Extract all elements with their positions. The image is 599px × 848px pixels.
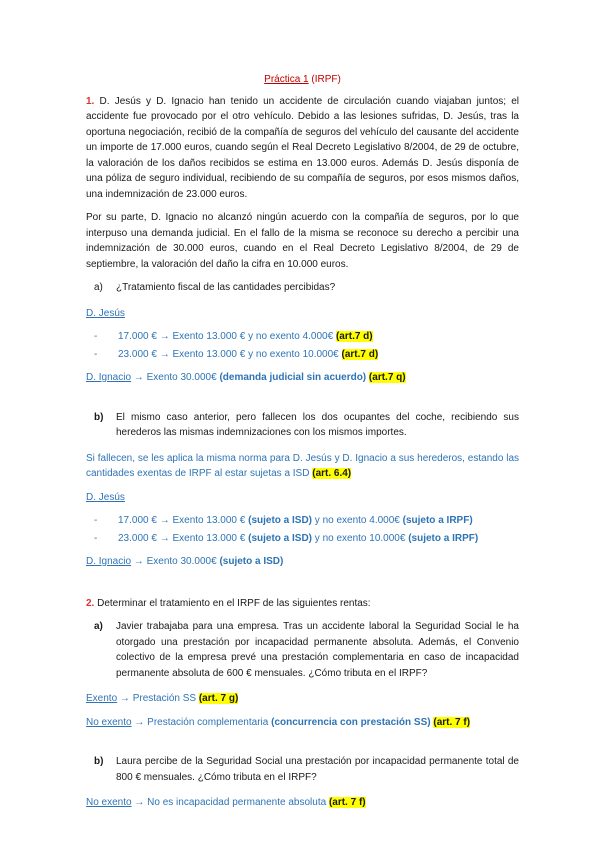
ex1-b-ignacio-line: D. Ignacio → Exento 30.000€ (sujeto a ISD) [86, 556, 284, 567]
article-highlight: (art. 7 f) [433, 716, 471, 728]
page-title [86, 72, 519, 88]
answer-bold-note: (demanda judicial sin acuerdo) [219, 372, 367, 383]
bullet-text: 23.000 € → Exento 13.000 € y no exento 10.000€ (art.7 d) [118, 348, 379, 360]
ex2-question-b [86, 754, 519, 785]
ex1-a-bullet-2 [86, 347, 519, 363]
answer-bold-note: (sujeto a ISD) [219, 556, 284, 567]
ex1-question-b [86, 410, 519, 441]
ex1-b-bullet-1 [86, 513, 519, 529]
question-text: El mismo caso anterior, pero fallecen los dos ocupantes del coche, recibiendo sus herederos las mismas indemnizaciones con los mismos importes. [116, 411, 519, 438]
article-highlight: (art.7 d) [335, 331, 373, 342]
answer-label: D. Ignacio [86, 372, 132, 383]
ex1-question-a [86, 280, 519, 296]
article-highlight: (art. 7 g) [198, 693, 239, 704]
question-letter: b) [94, 756, 104, 767]
ex2-a-answer-1: Exento → Prestación SS (art. 7 g) [86, 693, 239, 704]
bullet-dash: - [94, 348, 98, 360]
ex1-paragraph-1 [86, 94, 519, 203]
ex1-a-ignacio-line: D. Ignacio → Exento 30.000€ (demanda judicial sin acuerdo) (art.7 q) [86, 372, 406, 383]
ex1-paragraph-2: Por su parte, D. Ignacio no alcanzó ningún acuerdo con la compañía de seguros, por lo que interpuso una demanda judicial. En el fallo de la misma se reconoce su derecho a percibir una indemnización de 30.000 euros, cuando en el Real Decreto Legislativo 8/2004, de 29 de septiembre, la valoración del daño la cifra en 10.000 euros. [86, 212, 519, 270]
question-text: Laura percibe de la Seguridad Social una prestación por incapacidad permanente total de 800 € mensuales. ¿Cómo tributa en el IRPF? [116, 756, 519, 783]
answer-label: D. Ignacio [86, 556, 132, 567]
bullet-dash: - [94, 532, 98, 544]
article-highlight: (art.7 q) [368, 372, 406, 383]
question-letter: b) [94, 411, 104, 423]
bullet-text: 23.000 € → Exento 13.000 € (sujeto a ISD) y no exento 10.000€ (sujeto a IRPF) [118, 532, 479, 544]
title-paren: (IRPF) [308, 74, 341, 85]
article-highlight: (art. 7 f) [328, 797, 366, 808]
question-letter: a) [94, 621, 103, 632]
ex1-b-bullet-2 [86, 531, 519, 547]
article-highlight: (art.7 d) [341, 348, 379, 360]
bullet-text: 17.000 € → Exento 13.000 € (sujeto a ISD) y no exento 4.000€ (sujeto a IRPF) [118, 515, 473, 526]
ex2-intro: 2. Determinar el tratamiento en el IRPF de las siguientes rentas: [86, 597, 371, 609]
question-text: ¿Tratamiento fiscal de las cantidades percibidas? [116, 282, 336, 293]
bullet-text: 17.000 € → Exento 13.000 € y no exento 4.000€ (art.7 d) [118, 331, 373, 342]
ex2-number: 2. [86, 597, 95, 609]
ex1-b-jesus-heading [86, 490, 519, 506]
ex1-a-bullet-1 [86, 329, 519, 345]
ex2-a-answer-2: No exento → Prestación complementaria (concurrencia con prestación SS) (art. 7 f) [86, 716, 471, 728]
bullet-dash: - [94, 331, 98, 342]
ex1-b-intro: Si fallecen, se les aplica la misma norma para D. Jesús y D. Ignacio a sus herederos, estando las cantidades exentas de IRPF al estar sujetas a ISD (art. 6.4) [86, 452, 519, 479]
question-letter: a) [94, 282, 103, 293]
answer-label: D. Jesús [86, 307, 125, 319]
ex2-b-answer-1: No exento → No es incapacidad permanente absoluta (art. 7 f) [86, 797, 366, 808]
answer-label: No exento [86, 797, 132, 808]
question-text: Javier trabajaba para una empresa. Tras un accidente laboral la Seguridad Social le ha otorgado una prestación por incapacidad permanente absoluta. Además, el Convenio colectivo de la empresa prevé una prestación complementaria en caso de incapacidad permanente absoluta de 600 € mensuales. ¿Cómo tributa en el IRPF? [116, 621, 519, 679]
answer-label: No exento [86, 716, 132, 728]
answer-bold-note: (concurrencia con prestación SS) [271, 716, 431, 728]
ex1-a-jesus-heading [86, 306, 519, 322]
title-main: Práctica 1 [264, 74, 309, 85]
bullet-dash: - [94, 515, 98, 526]
answer-label: Exento [86, 693, 118, 704]
article-highlight: (art. 6.4) [312, 468, 352, 479]
ex1-number: 1. [86, 95, 95, 107]
ex2-question-a [86, 619, 519, 681]
answer-label: D. Jesús [86, 491, 125, 503]
ex1-p1-text: D. Jesús y D. Ignacio han tenido un accidente de circulación cuando viajaban juntos; el accidente fue provocado por el otro vehículo. Debido a las lesiones sufridas, D. Jesús, tras la oportuna negociación, recibió de la compañía de seguros del vehículo del causante del accidente un importe de 17.000 euros, cuando según el Real Decreto Legislativo 8/2004, de 29 de octubre, la valoración de los daños recibidos se estima en 13.000 euros. Además D. Jesús disponía de una póliza de seguro individual, recibiendo de su compañía de seguros, por esos mismos daños, una indemnización de 23.000 euros. [86, 95, 519, 200]
